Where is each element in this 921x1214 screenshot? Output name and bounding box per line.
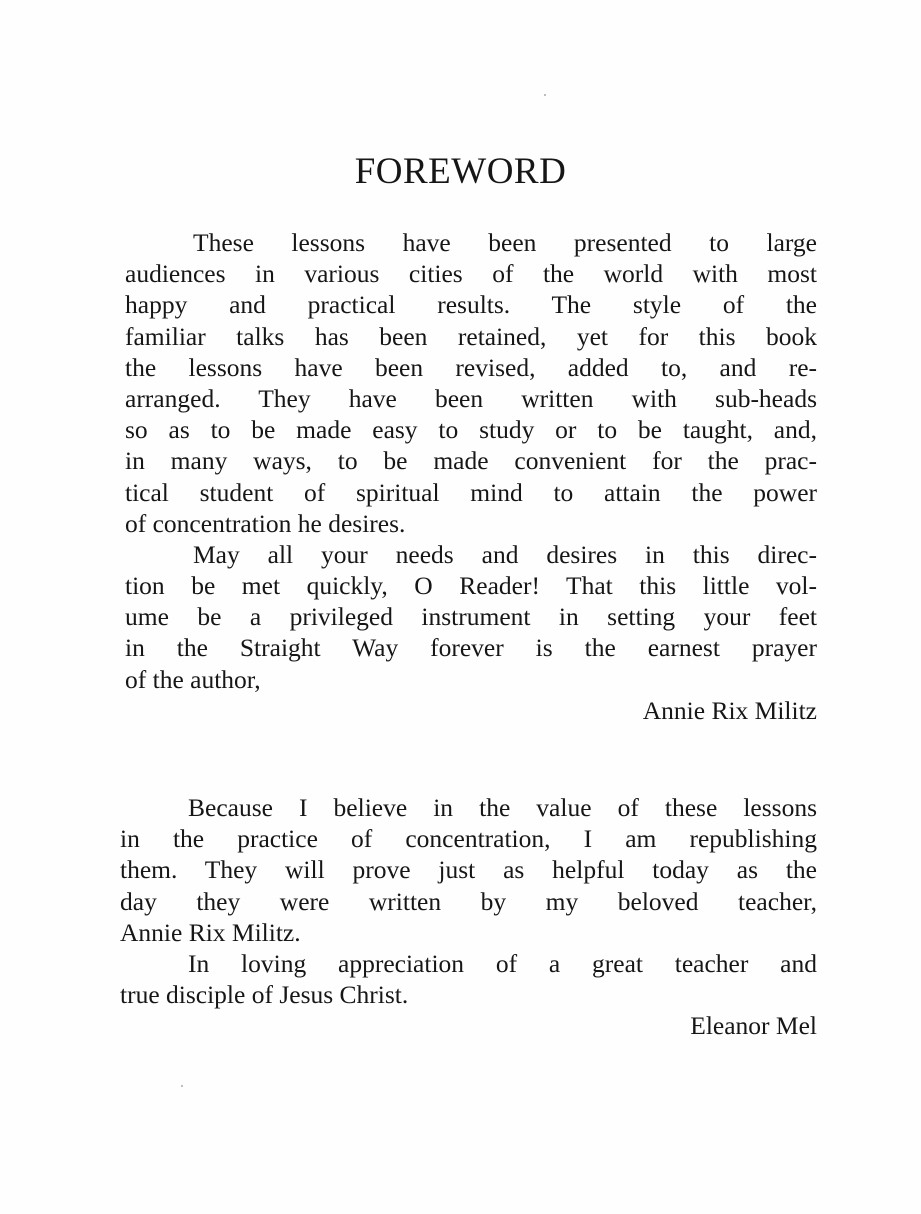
paragraph-line: tion be met quickly, O Reader! That this little vol- bbox=[125, 571, 817, 601]
paragraph-line: Annie Rix Militz. bbox=[120, 917, 301, 947]
paragraph-line: ume be a privileged instrument in setting your feet bbox=[125, 602, 817, 632]
paragraph-line: familiar talks has been retained, yet for this book bbox=[125, 321, 817, 351]
paragraph-line: them. They will prove just as helpful today as the bbox=[120, 855, 817, 885]
republisher-note bbox=[120, 792, 817, 1042]
scan-speck bbox=[181, 1085, 183, 1087]
paragraph-line: day they were written by my beloved teacher, bbox=[120, 886, 817, 916]
paragraph-line: happy and practical results. The style of the bbox=[125, 290, 817, 320]
paragraph-line: Because I believe in the value of these lessons bbox=[188, 793, 817, 822]
paragraph-line: in the Straight Way forever is the earnest prayer bbox=[125, 633, 817, 663]
paragraph-line: of the author, bbox=[125, 664, 261, 694]
paragraph-line: so as to be made easy to study or to be taught, and, bbox=[125, 415, 817, 445]
paragraph-line: in many ways, to be made convenient for the prac- bbox=[125, 446, 817, 476]
paragraph-line: In loving appreciation of a great teacher and bbox=[188, 948, 817, 978]
republisher-signature: Eleanor Mel bbox=[690, 1011, 817, 1041]
page-title: FOREWORD bbox=[354, 151, 567, 192]
paragraph-line: May all your needs and desires in this direc- bbox=[193, 539, 817, 569]
paragraph-line: tical student of spiritual mind to attain the power bbox=[125, 477, 817, 507]
paragraph-line: audiences in various cities of the world with most bbox=[125, 259, 817, 289]
paragraph-line: in the practice of concentration, I am republishing bbox=[120, 824, 817, 854]
foreword-text bbox=[125, 227, 817, 726]
paragraph-line: arranged. They have been written with sub-heads bbox=[125, 383, 817, 413]
scan-speck bbox=[544, 94, 546, 96]
paragraph-line: the lessons have been revised, added to, and re- bbox=[125, 352, 817, 382]
author-signature: Annie Rix Militz bbox=[642, 695, 817, 725]
paragraph-line: of concentration he desires. bbox=[125, 508, 406, 538]
paragraph-line: true disciple of Jesus Christ. bbox=[120, 980, 409, 1010]
paragraph-line: These lessons have been presented to large bbox=[193, 228, 817, 257]
